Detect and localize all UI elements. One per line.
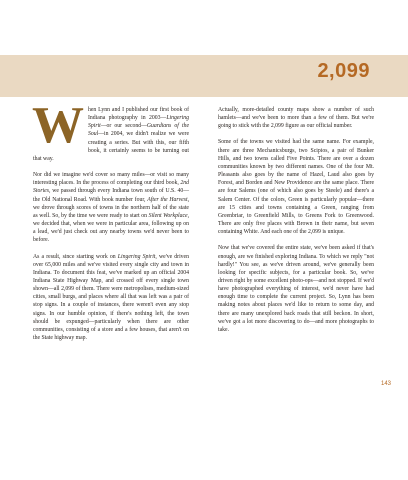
paragraph-3 [33, 253, 189, 343]
paragraph-4: Actually, more-detailed county maps show a number of such hamlets—and we've been to more than a few of them. But we're going to stick with the 2,099 figure as our official number. [218, 107, 374, 130]
text-run: , we decided that, when we were in particular area, following up on a lead, we'd just check out any nearby towns we'd never been to before. [33, 212, 189, 244]
text-run: —in 2004, we didn't realize we were creating a series. But with this, our fifth book, it certainly seems to be turning out that way. [33, 131, 189, 162]
page-title: 2,099 [317, 60, 370, 82]
book-title: Lingering Spirit [88, 115, 189, 130]
book-title: Silent Workplace [148, 212, 188, 219]
drop-cap: W [32, 97, 84, 154]
book-title: After the Harvest [147, 196, 188, 203]
right-column [218, 106, 374, 342]
text-run: hen Lynn and I published our first book of Indiana photography in 2003— [88, 107, 189, 122]
text-run: , we drove through scores of towns in the northern half of the state as well. So, by the time we were ready to start on [33, 196, 189, 219]
paragraph-1 [32, 97, 189, 163]
text-run: , we passed through every Indiana town south of U.S. 40—the Old National Road. With book number four, [33, 188, 189, 203]
left-column [32, 97, 189, 350]
paragraph-5: Some of the towns we visited had the same name. For example, there are three Mechanicsburgs, two Scipios, a pair of Bunker Hills, and two towns called Five Points. There are over a dozen communities known by two different names. One of the four Mt. Pleasants also goes by the name of Hazel, Laud also goes by Forest, and Borden and New Providence are the same place. There are four Salems (one of which also goes by Steele) and there's a Salem Center. Of the colors, Green is particularly popular—there are 15 cities and towns containing a Green, ranging from Greenbriar, to Greenfield Mills, to Greens Fork to Greenwood. There are only five places with Brown in their name, but seven containing White. And each one of the 2,099 is unique. [218, 139, 374, 236]
paragraph-6: Now that we've covered the entire state, we've been asked if that's enough, are we finished exploring Indiana. To which we reply "not hardly!" You see, as we've driven around, we've generally been looking for specific subjects, for a particular book. So, we've driven right by some excellent photo-ops—and not stopped. If we'd have photographed everything of interest, we'd never have had enough time to complete the current project. So, Lynn has been making notes about places we'd like to return to some day, and there are many unexplored back roads that still beckon. In short, we've got a lot more discovering to do—and more photographs to take. [218, 245, 374, 333]
paragraph-2 [33, 171, 189, 244]
book-title: Lingering Spirit [117, 253, 156, 260]
book-title: Guardians of the Soul [88, 123, 189, 138]
text-run: Nor did we imagine we'd cover so many miles—or visit so many interesting places. In the process of completing our third book, [33, 172, 189, 187]
book-title: 2nd Stories [33, 180, 189, 195]
text-run: , we've driven over 65,000 miles and we've visited every single city and town in Indiana. To document this feat, we've marked up an official 2004 Indiana State Highway Map, and crossed off every single town shown—all 2,099 of them. There were metropolises, medium-sized cities, small burgs, and places where all that was left was a pair of stop signs. In a couple of instances, there weren't even any stop signs. In our humble opinion, if there's nothing left, the town should be expunged—particularly when there are other communities, consisting of a store and a few houses, that aren't on the State highway map. [33, 253, 189, 342]
text-run: —or our second— [100, 123, 147, 130]
text-run: As a result, since starting work on [33, 253, 118, 260]
page-number: 143 [381, 381, 392, 387]
